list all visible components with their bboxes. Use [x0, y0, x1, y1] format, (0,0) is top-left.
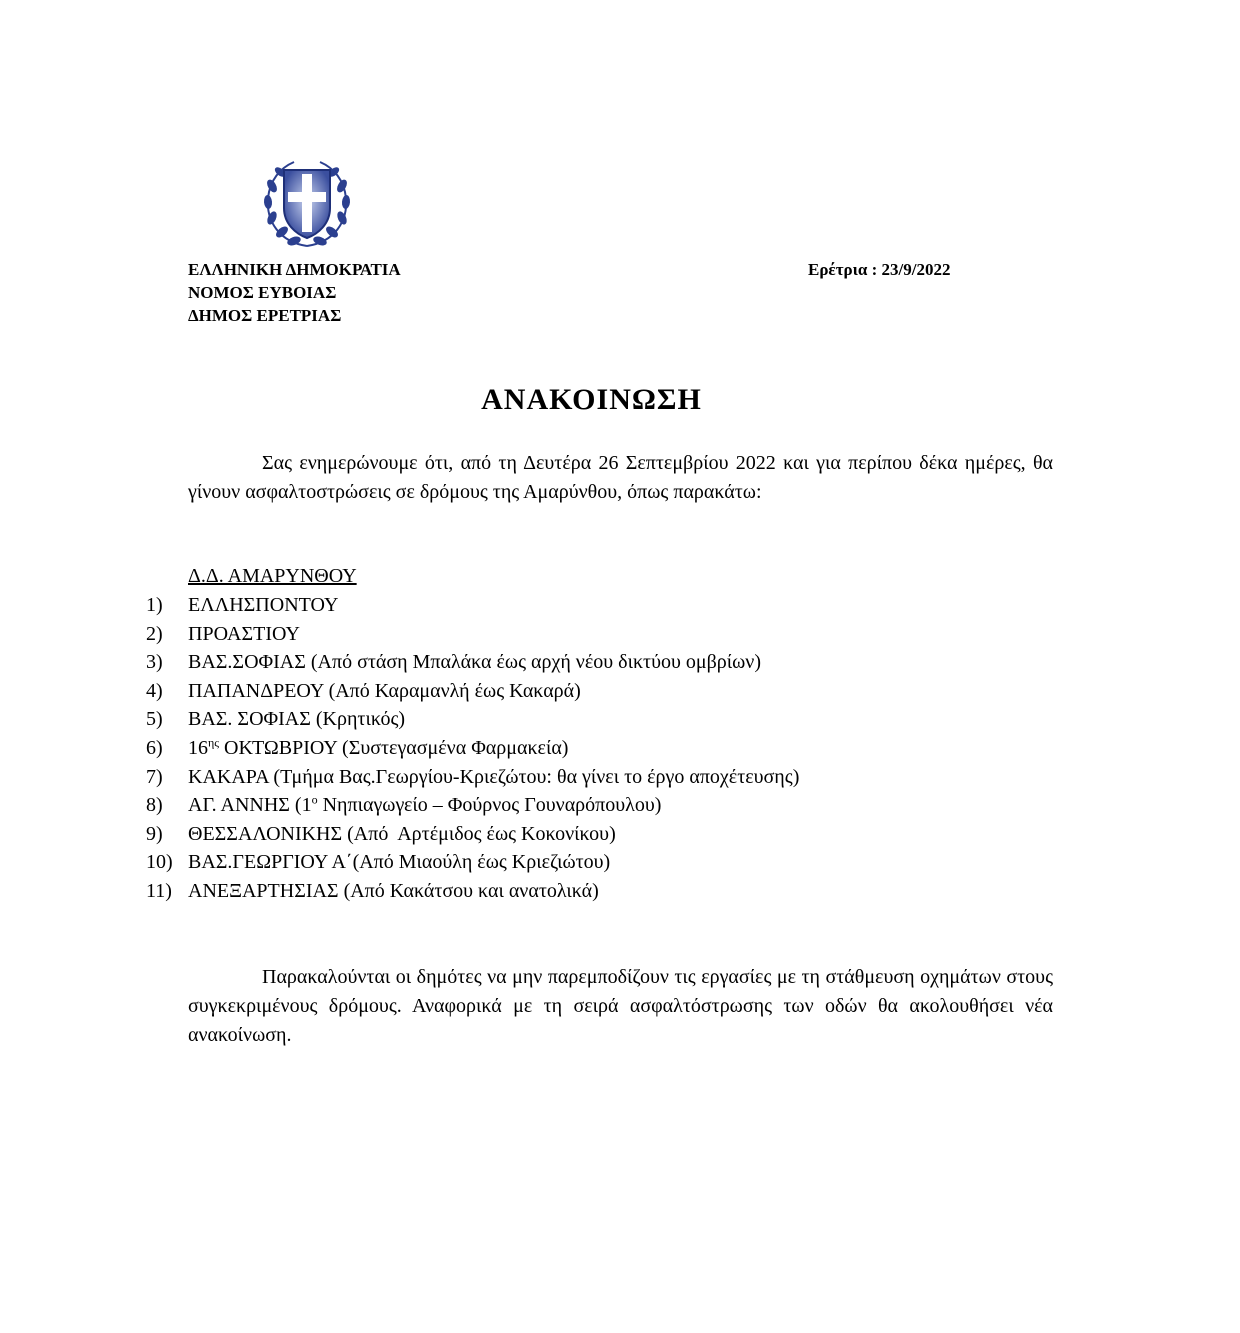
- item-detail: (Από Κακάτσου και ανατολικά): [338, 879, 599, 902]
- header-prefecture: ΝΟΜΟΣ ΕΥΒΟΙΑΣ: [188, 283, 337, 302]
- item-number: 5): [146, 708, 163, 731]
- item-number: 11): [146, 879, 172, 902]
- list-item: [146, 848, 799, 877]
- header-municipality: ΔΗΜΟΣ ΕΡΕΤΡΙΑΣ: [188, 306, 342, 325]
- list-item: [146, 677, 799, 706]
- item-name: ΠΑΠΑΝΔΡΕΟΥ: [188, 679, 324, 702]
- item-number: 6): [146, 736, 163, 759]
- item-name: ΑΝΕΞΑΡΤΗΣΙΑΣ: [188, 879, 339, 902]
- ordinal-superscript: ης: [208, 735, 220, 750]
- item-detail: (Από στάση Μπαλάκα έως αρχή νέου δικτύου ομβρίων): [305, 651, 762, 674]
- item-name: ΒΑΣ.ΣΟΦΙΑΣ: [188, 651, 306, 674]
- item-name: ΑΓ. ΑΝΝΗΣ: [188, 794, 290, 817]
- page-title: ΑΝΑΚΟΙΝΩΣΗ: [481, 383, 702, 416]
- item-number: 3): [146, 651, 163, 674]
- list-item: [146, 763, 799, 792]
- item-detail: (Από Αρτέμιδος έως Κοκονίκου): [342, 822, 616, 845]
- street-list: [146, 591, 799, 906]
- list-heading: Δ.Δ. ΑΜΑΡΥΝΘΟΥ: [188, 565, 357, 587]
- dateline: Ερέτρια : 23/9/2022: [808, 260, 951, 279]
- list-item: [146, 734, 799, 763]
- item-detail: (Από Μιαούλη έως Κριεζιώτου): [352, 851, 611, 874]
- list-item: [146, 648, 799, 677]
- item-detail: (Από Καραμανλή έως Κακαρά): [323, 679, 581, 702]
- intro-paragraph: Σας ενημερώνουμε ότι, από τη Δευτέρα 26 Σεπτεμβρίου 2022 και για περίπου δέκα ημέρες, θα γίνουν ασφαλτοστρώσεις σε δρόμους της Αμαρύνθου, όπως παρακάτω:: [188, 452, 1053, 503]
- list-item: [146, 705, 799, 734]
- item-detail: (1: [289, 794, 312, 817]
- list-item: [146, 877, 799, 906]
- list-item: [146, 620, 799, 649]
- header-country: ΕΛΛΗΝΙΚΗ ΔΗΜΟΚΡΑΤΙΑ: [188, 260, 401, 279]
- item-name: ΕΛΛΗΣΠΟΝΤΟΥ: [188, 594, 339, 616]
- item-detail-rest: Νηπιαγωγείο – Φούρνος Γουναρόπουλου): [317, 794, 662, 817]
- ordinal-superscript: ο: [311, 792, 318, 807]
- item-number: 1): [146, 594, 163, 616]
- list-item: [146, 791, 799, 820]
- item-name: 16: [188, 736, 208, 759]
- item-name: ΘΕΣΣΑΛΟΝΙΚΗΣ: [188, 822, 343, 845]
- item-number: 10): [146, 851, 173, 874]
- item-detail: (Κρητικός): [310, 708, 406, 731]
- item-number: 9): [146, 822, 163, 845]
- item-name: ΒΑΣ.ΓΕΩΡΓΙΟΥ Α΄: [188, 851, 353, 874]
- item-number: 2): [146, 622, 163, 645]
- item-name: ΠΡΟΑΣΤΙΟΥ: [188, 622, 300, 645]
- item-name: ΒΑΣ. ΣΟΦΙΑΣ: [188, 708, 311, 731]
- item-detail: (Συστεγασμένα Φαρμακεία): [337, 736, 569, 759]
- item-name-rest: ΟΚΤΩΒΡΙΟΥ: [219, 736, 338, 759]
- list-item: [146, 591, 799, 620]
- item-number: 4): [146, 679, 163, 702]
- greek-coat-of-arms-icon: [260, 156, 354, 250]
- item-detail: (Τμήμα Βας.Γεωργίου-Κριεζώτου: θα γίνει το έργο αποχέτευσης): [268, 765, 800, 788]
- item-name: ΚΑΚΑΡΑ: [188, 765, 269, 788]
- list-item: [146, 820, 799, 849]
- closing-paragraph: Παρακαλούνται οι δημότες να μην παρεμποδίζουν τις εργασίες με τη στάθμευση οχημάτων στους συγκεκριμένους δρόμους. Αναφορικά με τη σειρά ασφαλτόστρωσης των οδών θα ακολουθήσει νέα ανακοίνωση.: [188, 966, 1053, 1046]
- item-number: 8): [146, 794, 163, 817]
- issuer-header: [188, 258, 401, 327]
- item-number: 7): [146, 765, 163, 788]
